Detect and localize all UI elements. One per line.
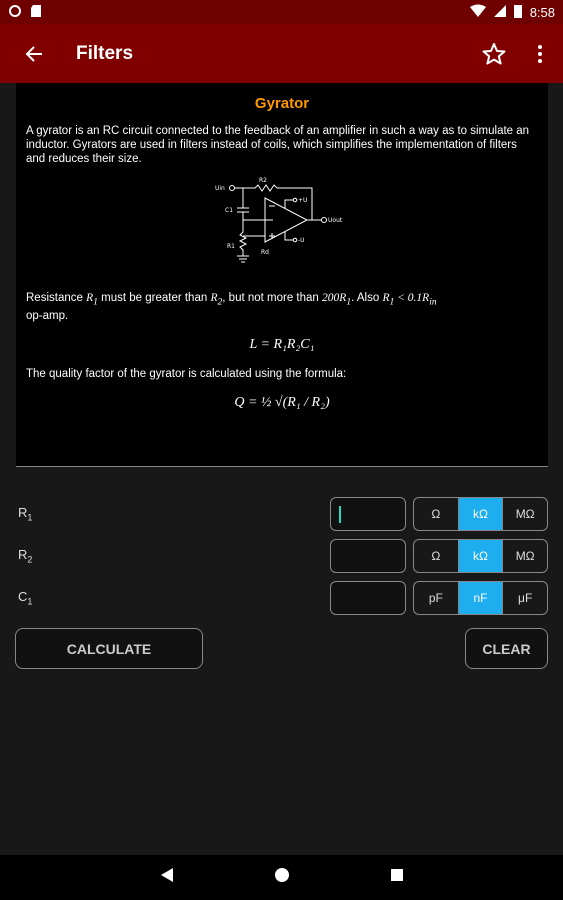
battery-icon [514, 4, 522, 21]
text-cursor [339, 506, 341, 523]
label-c1: C1 [225, 207, 234, 214]
status-bar [0, 0, 563, 24]
unit-option[interactable]: kΩ [459, 498, 504, 530]
field-label: $C_1$ [18, 589, 33, 607]
signal-icon [494, 4, 506, 21]
clear-button[interactable]: CLEAR [465, 628, 548, 669]
back-arrow-icon [24, 44, 44, 64]
home-circle-icon [274, 867, 290, 883]
resistance-note: Resistance $R_1$ must be greater than $R_2$, but not more than $200R_1$. Also $R_1 < 0.1R_{in}$ op-amp. [26, 292, 437, 323]
unit-option[interactable]: MΩ [515, 549, 535, 563]
favorite-button[interactable] [471, 24, 517, 83]
unit-option[interactable]: nF [459, 582, 504, 614]
unit-selector [413, 539, 548, 573]
value-input[interactable] [330, 581, 406, 615]
label-r1: R1 [227, 243, 235, 250]
unit-option[interactable]: kΩ [459, 540, 504, 572]
back-button[interactable] [0, 24, 68, 83]
label-rd: Rd [261, 249, 269, 256]
value-input[interactable] [330, 539, 406, 573]
description-panel [16, 83, 548, 466]
value-input[interactable] [330, 497, 406, 531]
input-row [0, 581, 563, 615]
nav-home-button[interactable] [274, 867, 290, 888]
star-icon [482, 42, 506, 66]
unit-option[interactable]: μF [518, 591, 533, 605]
back-triangle-icon [160, 867, 174, 883]
formula-quality: Q = ½ √(R₁ / R₂) [234, 395, 330, 411]
gyrator-schematic [197, 176, 367, 281]
label-uout: Uout [328, 217, 343, 224]
unit-selector [413, 581, 548, 615]
navigation-bar [0, 855, 563, 900]
label-minus-u: -U [298, 237, 305, 244]
page-title: Filters [76, 42, 134, 64]
overflow-menu-button[interactable] [517, 24, 563, 83]
content-heading: Gyrator [254, 95, 310, 112]
nav-back-button[interactable] [160, 867, 174, 888]
unit-option[interactable]: MΩ [515, 507, 535, 521]
input-row [0, 539, 563, 573]
field-label: $R_1$ [18, 505, 33, 523]
divider [16, 466, 548, 467]
wifi-icon [470, 4, 486, 21]
field-label: $R_2$ [18, 547, 33, 565]
unit-selector [413, 497, 548, 531]
label-r2: R2 [259, 177, 267, 184]
calculate-button[interactable]: CALCULATE [15, 628, 203, 669]
app-bar [0, 24, 563, 83]
nav-recents-button[interactable] [390, 868, 404, 887]
more-vert-icon [537, 44, 543, 64]
input-row [0, 497, 563, 531]
unit-option[interactable]: Ω [414, 498, 459, 530]
unit-option[interactable]: pF [414, 582, 459, 614]
formula-inductance: L = R₁R₂C₁ [249, 337, 315, 353]
label-uin: Uin [215, 185, 225, 192]
clock: 8:58 [529, 4, 555, 20]
recents-square-icon [390, 868, 404, 882]
description-text: A gyrator is an RC circuit connected to the feedback of an amplifier in such a way as to simulate an inductor. Gyrators are used in filters instead of coils, which simplifies the implementation of filters and reduces their size. [26, 125, 530, 165]
quality-text: The quality factor of the gyrator is calculated using the formula: [26, 368, 347, 381]
label-plus-u: +U [298, 197, 308, 204]
sd-card-icon [30, 4, 42, 21]
notification-icon [8, 4, 22, 21]
unit-option[interactable]: Ω [414, 540, 459, 572]
